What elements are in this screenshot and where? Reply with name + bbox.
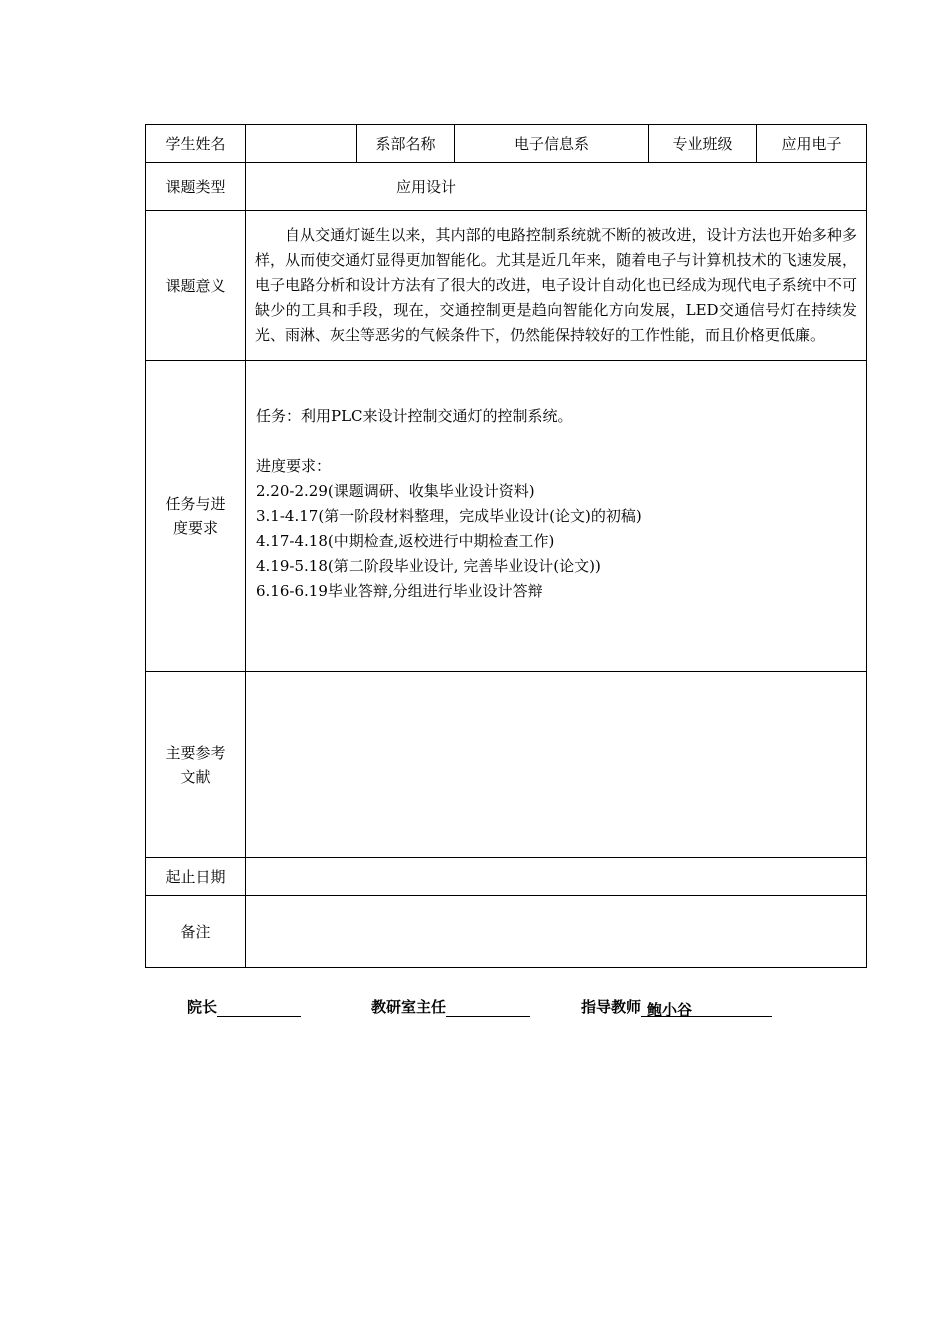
progress-title: 进度要求： (256, 456, 332, 475)
references-row (146, 672, 867, 858)
header-row (146, 125, 867, 163)
references-label-line1: 主要参考 (165, 743, 226, 762)
department-value: 电子信息系 (455, 125, 649, 163)
significance-label: 课题意义 (146, 211, 246, 361)
notes-value (246, 896, 867, 968)
class-value: 应用电子 (757, 125, 867, 163)
notes-row (146, 896, 867, 968)
advisor-signature (581, 996, 772, 1017)
significance-row (146, 211, 867, 361)
dates-label: 起止日期 (146, 858, 246, 896)
class-label: 专业班级 (649, 125, 757, 163)
progress-item: 3.1-4.17(第一阶段材料整理，完成毕业设计(论文)的初稿) (256, 506, 642, 525)
notes-label: 备注 (146, 896, 246, 968)
assignment-form-table (145, 124, 867, 968)
dean-signature (187, 996, 301, 1017)
student-name-value (246, 125, 357, 163)
progress-item: 4.19-5.18(第二阶段毕业设计, 完善毕业设计(论文)) (256, 556, 601, 575)
progress-item: 2.20-2.29(课题调研、收集毕业设计资料) (256, 481, 535, 500)
task-text: 任务：利用PLC来设计控制交通灯的控制系统。 (256, 406, 573, 425)
references-label (146, 672, 246, 858)
tasks-label-line1: 任务与进 (165, 495, 226, 513)
dean-label: 院长 (187, 998, 218, 1016)
tasks-label (146, 361, 246, 672)
topic-type-row (146, 163, 867, 211)
student-name-label: 学生姓名 (146, 125, 246, 163)
references-label-line2: 文献 (180, 767, 211, 786)
significance-cell (246, 211, 867, 361)
dean-signature-line (217, 998, 301, 1017)
director-label: 教研室主任 (371, 998, 447, 1016)
dates-row (146, 858, 867, 896)
tasks-label-line2: 度要求 (172, 519, 218, 537)
department-label: 系部名称 (357, 125, 455, 163)
topic-type-label: 课题类型 (146, 163, 246, 211)
dates-value (246, 858, 867, 896)
advisor-signature-line (641, 999, 772, 1017)
advisor-label: 指导教师 (581, 998, 642, 1016)
significance-text: 自从交通灯诞生以来，其内部的电路控制系统就不断的被改进，设计方法也开始多种多样，从而使交通灯显得更加智能化。尤其是近几年来，随着电子与计算机技术的飞速发展，电子电路分析和设计方法有了很大的改进，电子设计自动化也已经成为现代电子系统中不可缺少的工具和手段，现在，交通控制更是趋向智能化方向发展，LED交通信号灯在持续发光、雨淋、灰尘等恶劣的气候条件下，仍然能保持较好的工作性能，而且价格更低廉。 (255, 226, 857, 344)
director-signature-line (446, 998, 530, 1017)
topic-type-value: 应用设计 (246, 163, 867, 211)
progress-item: 4.17-4.18(中期检查,返校进行中期检查工作) (256, 531, 555, 550)
tasks-cell (246, 361, 867, 672)
advisor-name: 鲍小谷 (647, 1001, 693, 1019)
progress-item: 6.16-6.19毕业答辩,分组进行毕业设计答辩 (256, 581, 543, 600)
tasks-row (146, 361, 867, 672)
references-value (246, 672, 867, 858)
director-signature (371, 996, 530, 1017)
